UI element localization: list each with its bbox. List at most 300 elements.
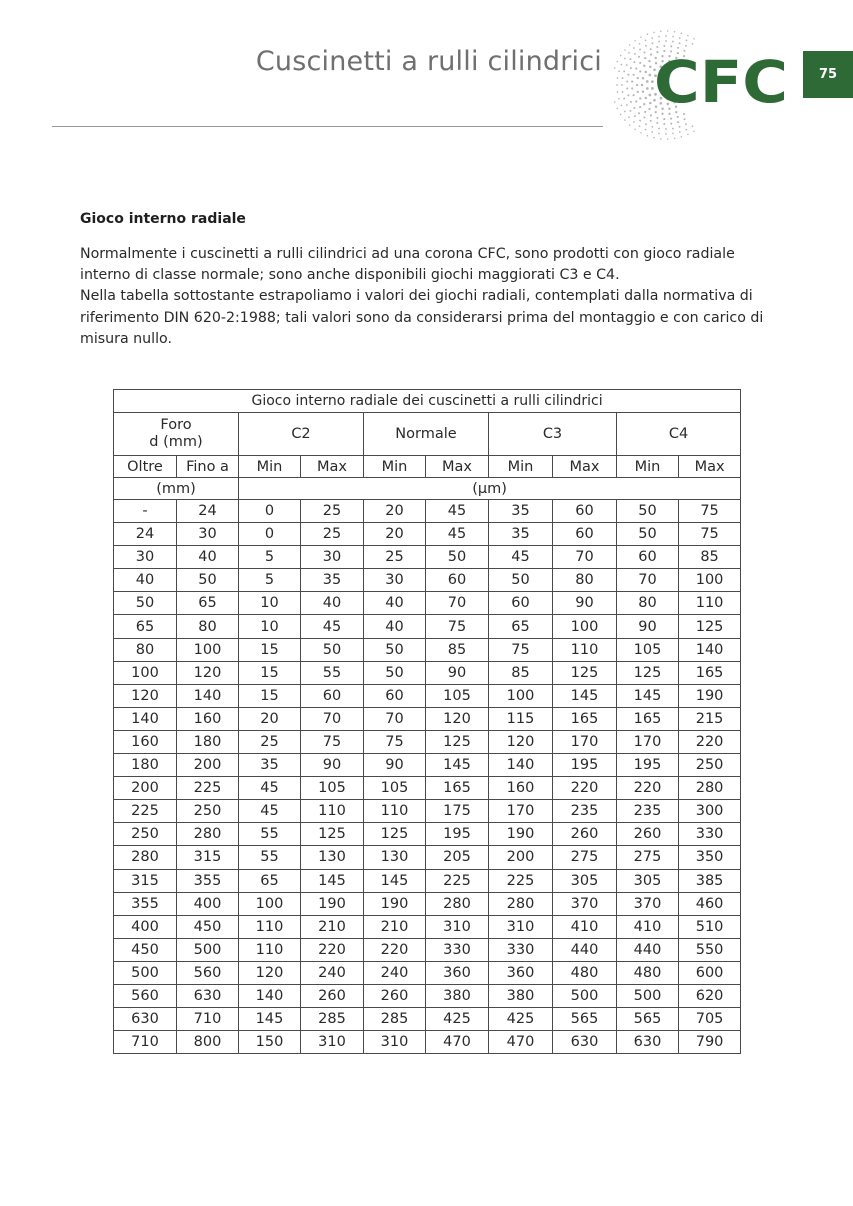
logo-dot (617, 77, 619, 79)
table-cell: 560 (114, 984, 177, 1007)
table-cell: 70 (617, 569, 679, 592)
table-cell: 120 (426, 707, 489, 730)
subheader-oltre: Oltre (114, 456, 177, 478)
logo-dot (685, 123, 687, 125)
table-cell: 0 (239, 523, 301, 546)
logo-dot (670, 118, 672, 120)
table-cell: 145 (617, 684, 679, 707)
table-cell: 125 (301, 823, 364, 846)
table-cell: 565 (553, 1008, 617, 1031)
table-row (114, 546, 741, 569)
logo-dot (643, 103, 645, 105)
logo-dot (672, 128, 674, 130)
table-cell: 630 (617, 1031, 679, 1054)
table-row (114, 892, 741, 915)
table-cell: 440 (553, 938, 617, 961)
logo-dot (633, 61, 635, 63)
table-cell: 165 (426, 777, 489, 800)
logo-dot (639, 106, 641, 108)
table-cell: 280 (177, 823, 239, 846)
logo-dot (639, 70, 641, 72)
logo-dot (645, 71, 647, 73)
logo-dot (693, 38, 695, 40)
logo-dot (667, 138, 669, 140)
table-cell: 470 (426, 1031, 489, 1054)
logo-dot (642, 77, 644, 79)
intro-paragraph: Normalmente i cuscinetti a rulli cilindrici ad una corona CFC, sono prodotti con gioco radiale interno di classe normale; sono anche disponibili giochi maggiorati C3 e C4. (80, 246, 735, 284)
logo-dot (650, 53, 652, 55)
table-cell: 60 (553, 500, 617, 523)
table-cell: 480 (617, 961, 679, 984)
table-cell: 110 (679, 592, 741, 615)
table-cell: 25 (301, 523, 364, 546)
table-cell: 190 (364, 892, 426, 915)
table-cell: 500 (617, 984, 679, 1007)
table-cell: 630 (177, 984, 239, 1007)
table-cell: 305 (617, 869, 679, 892)
table-cell: 30 (177, 523, 239, 546)
table-cell: 620 (679, 984, 741, 1007)
table-cell: 90 (617, 615, 679, 638)
logo-dot (672, 41, 674, 43)
table-cell: 360 (426, 961, 489, 984)
table-cell: 250 (114, 823, 177, 846)
subheader-min: Min (239, 456, 301, 478)
logo-dot (614, 67, 616, 69)
table-cell: 125 (364, 823, 426, 846)
table-cell: 160 (489, 777, 553, 800)
table-cell: 130 (301, 846, 364, 869)
logo-dot (618, 70, 620, 72)
table-cell: 210 (301, 915, 364, 938)
table-cell: 510 (679, 915, 741, 938)
table-cell: 120 (114, 684, 177, 707)
logo-dot (622, 77, 624, 79)
logo-dot (648, 108, 650, 110)
table-cell: 175 (426, 800, 489, 823)
table-cell: 225 (114, 800, 177, 823)
table-cell: 410 (553, 915, 617, 938)
table-cell: 100 (177, 638, 239, 661)
table-cell: 50 (177, 569, 239, 592)
table-row (114, 592, 741, 615)
table-row (114, 707, 741, 730)
table-cell: 140 (679, 638, 741, 661)
subheader-max: Max (553, 456, 617, 478)
table-cell: 170 (489, 800, 553, 823)
table-cell: 65 (114, 615, 177, 638)
table-cell: 40 (114, 569, 177, 592)
page-number-badge: 75 (803, 51, 853, 98)
table-cell: 470 (489, 1031, 553, 1054)
table-cell: 60 (489, 592, 553, 615)
logo-dot (658, 133, 660, 135)
table-cell: 70 (364, 707, 426, 730)
table-cell: 800 (177, 1031, 239, 1054)
group-header-normale: Normale (364, 413, 489, 456)
logo-dot (658, 128, 660, 130)
logo-dot (639, 43, 641, 45)
table-cell: 100 (679, 569, 741, 592)
table-row (114, 1008, 741, 1031)
table-cell: 75 (679, 523, 741, 546)
table-cell: 45 (239, 800, 301, 823)
table-row (114, 684, 741, 707)
table-cell: 380 (489, 984, 553, 1007)
logo-dot (620, 55, 622, 57)
logo-dot (630, 67, 632, 69)
table-cell: 160 (177, 707, 239, 730)
table-cell: 710 (177, 1008, 239, 1031)
subheader-fino: Fino a (177, 456, 239, 478)
table-cell: 55 (301, 661, 364, 684)
table-cell: 630 (553, 1031, 617, 1054)
table-cell: 205 (426, 846, 489, 869)
table-cell: 165 (553, 707, 617, 730)
table-cell: 24 (177, 500, 239, 523)
table-cell: 225 (177, 777, 239, 800)
table-cell: 65 (489, 615, 553, 638)
table-cell: 180 (114, 754, 177, 777)
header-divider (52, 126, 603, 127)
table-cell: 285 (364, 1008, 426, 1031)
table-cell: 50 (426, 546, 489, 569)
logo-dot (629, 44, 631, 46)
table-cell: 310 (301, 1031, 364, 1054)
table-cell: 170 (617, 730, 679, 753)
logo-dot (627, 94, 629, 96)
table-cell: 400 (177, 892, 239, 915)
table-row (114, 984, 741, 1007)
table-cell: 165 (679, 661, 741, 684)
table-cell: 110 (239, 915, 301, 938)
logo-dot (646, 87, 649, 90)
logo-dot (650, 48, 652, 50)
table-cell: 260 (553, 823, 617, 846)
logo-dot (677, 121, 679, 123)
table-cell: 45 (301, 615, 364, 638)
logo-dot (677, 116, 679, 118)
intro-paragraph: Nella tabella sottostante estrapoliamo i valori dei giochi radiali, contemplati dalla normativa di riferimento DIN 620-2:1988; tali valori sono da considerarsi prima del montaggio e con carico di misura nullo. (80, 288, 764, 347)
table-cell: 65 (239, 869, 301, 892)
logo-dot (667, 30, 669, 32)
table-cell: 310 (364, 1031, 426, 1054)
logo-dot (622, 91, 624, 93)
logo-dot (674, 138, 676, 140)
table-body (114, 500, 741, 1054)
page-title: Cuscinetti a rulli cilindrici (255, 46, 602, 77)
logo-dot (663, 45, 665, 47)
table-cell: 50 (114, 592, 177, 615)
logo-dot (663, 123, 665, 125)
logo-dot (617, 61, 619, 63)
logo-dot (674, 31, 676, 33)
table-cell: 120 (239, 961, 301, 984)
table-cell: 30 (114, 546, 177, 569)
subheader-max: Max (301, 456, 364, 478)
table-cell: 385 (679, 869, 741, 892)
table-cell: 710 (114, 1031, 177, 1054)
table-cell: 280 (114, 846, 177, 869)
table-cell: 55 (239, 846, 301, 869)
logo-dot (684, 118, 686, 120)
logo-dot (645, 45, 647, 47)
logo-dot (660, 138, 662, 140)
table-cell: 250 (679, 754, 741, 777)
table-row (114, 569, 741, 592)
logo-dot (629, 110, 631, 112)
logo-dot (639, 48, 641, 50)
table-cell: 25 (301, 500, 364, 523)
logo-dot (685, 45, 687, 47)
logo-dot (648, 94, 651, 97)
table-cell: 15 (239, 684, 301, 707)
table-cell: 200 (114, 777, 177, 800)
logo-dot (640, 36, 642, 38)
table-cell: 50 (364, 661, 426, 684)
table-cell: 120 (177, 661, 239, 684)
table-cell: 125 (617, 661, 679, 684)
table-cell: 45 (489, 546, 553, 569)
table-cell: 40 (364, 592, 426, 615)
table-cell: 120 (489, 730, 553, 753)
logo-dot (692, 125, 694, 127)
table-cell: 75 (301, 730, 364, 753)
logo-dot (672, 133, 674, 135)
logo-dot (679, 131, 681, 133)
table-cell: 350 (679, 846, 741, 869)
table-cell: 100 (489, 684, 553, 707)
table-cell: 35 (489, 523, 553, 546)
logo-dot (692, 43, 694, 45)
table-cell: 70 (426, 592, 489, 615)
table-cell: 35 (239, 754, 301, 777)
table-cell: 145 (553, 684, 617, 707)
table-row (114, 638, 741, 661)
logo-dot (649, 102, 651, 104)
logo-dot (621, 64, 623, 66)
table-cell: 75 (679, 500, 741, 523)
table-cell: 330 (679, 823, 741, 846)
logo-dot (681, 32, 683, 34)
logo-dot (643, 65, 645, 67)
table-cell: 145 (426, 754, 489, 777)
table-cell: 500 (177, 938, 239, 961)
table-cell: 210 (364, 915, 426, 938)
logo-dot (616, 84, 618, 86)
intro-text (80, 244, 780, 350)
table-cell: 10 (239, 592, 301, 615)
table-cell: 300 (679, 800, 741, 823)
logo-dot (651, 37, 653, 39)
logo-dot (653, 32, 655, 34)
table-cell: 195 (553, 754, 617, 777)
table-cell: 50 (617, 500, 679, 523)
table-cell: 220 (364, 938, 426, 961)
table-cell: 100 (239, 892, 301, 915)
logo-dot (638, 112, 640, 114)
table-cell: 85 (426, 638, 489, 661)
table-cell: 500 (553, 984, 617, 1007)
table-cell: 370 (553, 892, 617, 915)
logo-dot (639, 97, 641, 99)
logo-text: CFC (654, 48, 788, 116)
table-cell: 315 (114, 869, 177, 892)
logo-dot (624, 111, 626, 113)
table-row (114, 754, 741, 777)
logo-dot (627, 74, 629, 76)
table-cell: 70 (553, 546, 617, 569)
logo-dot (658, 36, 660, 38)
table-row (114, 730, 741, 753)
group-header-c2: C2 (239, 413, 364, 456)
table-cell: 310 (489, 915, 553, 938)
table-cell: 280 (489, 892, 553, 915)
logo-dot (635, 100, 637, 102)
logo-dot (670, 123, 672, 125)
logo-dot (623, 70, 625, 72)
logo-dot (679, 37, 681, 39)
logo-dot (648, 60, 650, 62)
logo-dot (665, 35, 667, 37)
table-cell: 285 (301, 1008, 364, 1031)
table-cell: 600 (679, 961, 741, 984)
group-header-c3: C3 (489, 413, 617, 456)
logo-dot (637, 91, 639, 93)
table-cell: 45 (426, 500, 489, 523)
logo-dot (641, 84, 643, 86)
logo-dot (633, 94, 635, 96)
logo-dot (634, 53, 636, 55)
logo-dot (644, 52, 646, 54)
logo-dot (630, 101, 632, 103)
logo-dot (693, 130, 695, 132)
logo-dot (640, 132, 642, 134)
subheader-max: Max (426, 456, 489, 478)
table-cell: 60 (426, 569, 489, 592)
table-cell: 500 (114, 961, 177, 984)
logo-dot (647, 34, 649, 36)
table-cell: 85 (679, 546, 741, 569)
logo-dot (651, 131, 653, 133)
table-cell: 20 (364, 500, 426, 523)
table-cell: 200 (177, 754, 239, 777)
table-cell: 60 (364, 684, 426, 707)
table-cell: 280 (426, 892, 489, 915)
logo-dot (665, 133, 667, 135)
table-cell: 225 (489, 869, 553, 892)
logo-dot (642, 91, 644, 93)
table-cell: 425 (489, 1008, 553, 1031)
table-cell: 100 (114, 661, 177, 684)
table-cell: 480 (553, 961, 617, 984)
logo-dot (634, 129, 636, 131)
table-cell: 240 (301, 961, 364, 984)
logo-dot (620, 114, 622, 116)
subheader-min: Min (617, 456, 679, 478)
table-row (114, 961, 741, 984)
logo-dot (645, 123, 647, 125)
table-cell: 450 (114, 938, 177, 961)
logo-dot (631, 87, 633, 89)
subheader-min: Min (489, 456, 553, 478)
table-cell: 90 (426, 661, 489, 684)
table-cell: 280 (679, 777, 741, 800)
table-cell: 125 (426, 730, 489, 753)
table-cell: 105 (364, 777, 426, 800)
table-cell: 310 (426, 915, 489, 938)
foro-header (114, 413, 239, 456)
logo-dot (639, 125, 641, 127)
table-cell: 145 (364, 869, 426, 892)
section-title: Gioco interno radiale (80, 211, 246, 227)
table-row (114, 915, 741, 938)
table-row (114, 846, 741, 869)
table-cell: 705 (679, 1008, 741, 1031)
table-cell: 90 (553, 592, 617, 615)
table-cell: 305 (553, 869, 617, 892)
group-header-c4: C4 (617, 413, 741, 456)
table-cell: 80 (177, 615, 239, 638)
logo-dot (686, 40, 688, 42)
table-cell: 140 (489, 754, 553, 777)
logo-dot (644, 57, 646, 59)
logo-dot (658, 41, 660, 43)
logo-dot (626, 104, 628, 106)
table-cell: 220 (617, 777, 679, 800)
table-cell: 220 (679, 730, 741, 753)
table-cell: 125 (679, 615, 741, 638)
table-cell: 355 (114, 892, 177, 915)
logo-dot (635, 67, 637, 69)
table-cell: 225 (426, 869, 489, 892)
table-cell: 15 (239, 661, 301, 684)
logo-dot (621, 105, 623, 107)
table-row (114, 500, 741, 523)
table-cell: 50 (301, 638, 364, 661)
logo-dot (665, 128, 667, 130)
logo-dot (638, 56, 640, 58)
table-cell: 140 (114, 707, 177, 730)
table-cell: 75 (426, 615, 489, 638)
table-row (114, 1031, 741, 1054)
logo-dot (639, 120, 641, 122)
table-cell: 25 (364, 546, 426, 569)
table-cell: 200 (489, 846, 553, 869)
table-cell: 410 (617, 915, 679, 938)
table-cell: 400 (114, 915, 177, 938)
logo-dot (649, 66, 651, 68)
table-cell: 50 (617, 523, 679, 546)
table-cell: 35 (301, 569, 364, 592)
logo-dot (645, 40, 647, 42)
table-cell: 425 (426, 1008, 489, 1031)
logo-dot (687, 134, 689, 136)
table-cell: 260 (364, 984, 426, 1007)
logo-dot (628, 52, 630, 54)
unit-mm: (mm) (114, 478, 239, 500)
logo-dot (679, 42, 681, 44)
logo-dot (681, 136, 683, 138)
table-cell: 150 (239, 1031, 301, 1054)
table-cell: 170 (553, 730, 617, 753)
logo-dot (656, 117, 658, 119)
table-cell: 180 (177, 730, 239, 753)
table-cell: 30 (364, 569, 426, 592)
logo-dot (633, 47, 635, 49)
table-cell: 330 (489, 938, 553, 961)
table-cell: 24 (114, 523, 177, 546)
